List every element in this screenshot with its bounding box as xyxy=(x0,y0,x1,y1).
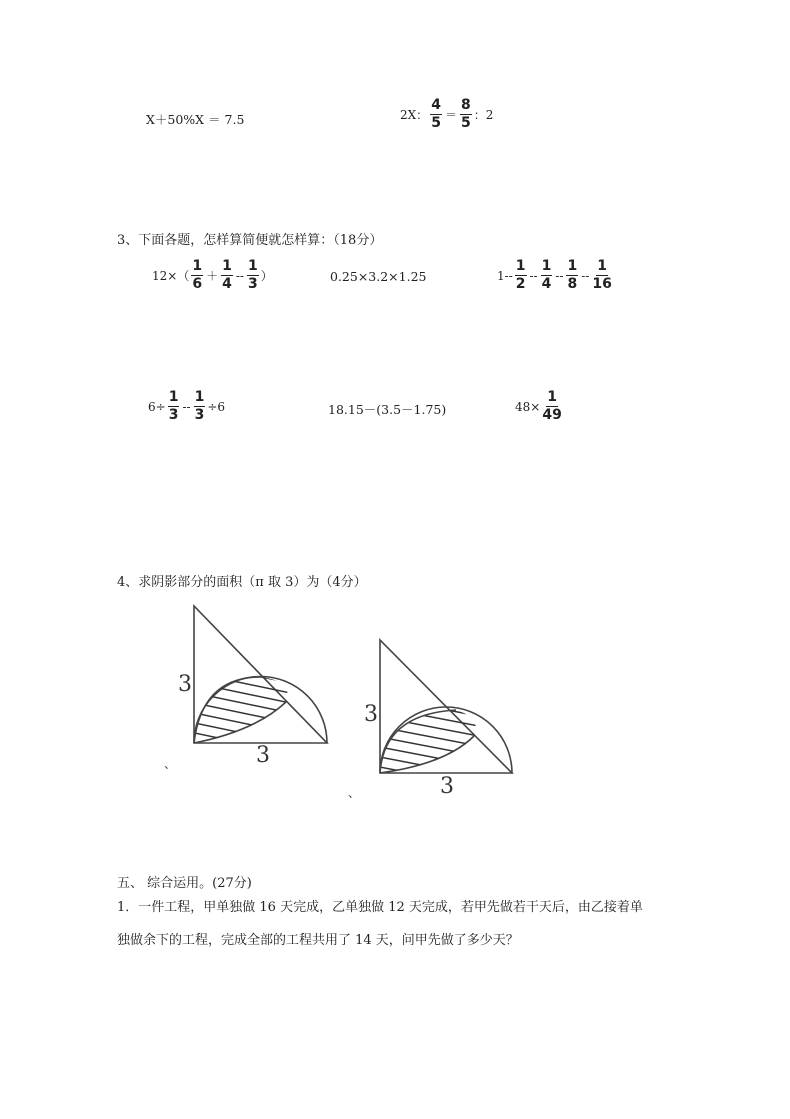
fraction: $\frac{1}{3}$ xyxy=(247,258,258,292)
geometry-figure-2 xyxy=(344,632,534,802)
problem-3: 1-- $\frac{1}{2}$ -- $\frac{1}{4}$ -- $\frac{1}{8}$ -- $\frac{1}{16}$ xyxy=(497,258,612,292)
fraction: $\frac{1}{4}$ xyxy=(541,258,552,292)
base-label: 3 xyxy=(256,743,270,768)
fraction: $\frac{8}{5}$ xyxy=(460,97,471,131)
inner-arc xyxy=(380,736,474,773)
problem-2: 0.25×3.2×1.25 xyxy=(330,269,427,284)
section-4-heading: 4、求阴影部分的面积（π 取 3）为（4分） xyxy=(117,575,367,590)
height-label: 3 xyxy=(364,702,378,727)
shaded-region xyxy=(180,660,300,765)
base-label: 3 xyxy=(440,774,454,799)
fraction: $\frac{4}{5}$ xyxy=(431,97,441,131)
problem-5: 18.15－(3.5－1.75) xyxy=(328,402,447,417)
fraction: $\frac{1}{16}$ xyxy=(592,258,612,292)
equation-2-left: 2X： xyxy=(400,108,429,122)
question-1-line-1: 1．一件工程，甲单独做 16 天完成，乙单独做 12 天完成，若甲先做若干天后，由乙接着单 xyxy=(117,900,643,915)
fraction: $\frac{1}{2}$ xyxy=(515,258,526,292)
problem-1: 12×（ $\frac{1}{6}$ ＋ $\frac{1}{4}$ -- $\frac{1}{3}$ ） xyxy=(152,258,273,292)
problem-4: 6÷ $\frac{1}{3}$ -- $\frac{1}{3}$ ÷6 xyxy=(148,389,226,423)
section-3-heading: 3、下面各题，怎样算简便就怎样算：（18分） xyxy=(117,233,383,248)
stray-mark: 、 xyxy=(348,786,361,800)
question-1-line-2: 独做余下的工程，完成全部的工程共用了 14 天，问甲先做了多少天？ xyxy=(117,933,519,948)
geometry-figure-1 xyxy=(160,598,350,798)
fraction: $\frac{1}{8}$ xyxy=(567,258,578,292)
stray-mark: 、 xyxy=(164,757,177,771)
fraction: $\frac{1}{3}$ xyxy=(168,389,179,423)
height-label: 3 xyxy=(178,672,192,697)
equation-2: 2X： $\frac{4}{5}$ ＝ $\frac{8}{5}$ ：2 xyxy=(400,97,494,131)
problem-6: 48× $\frac{1}{49}$ xyxy=(515,389,562,423)
fraction: $\frac{1}{4}$ xyxy=(222,258,232,292)
fraction: $\frac{1}{6}$ xyxy=(192,258,203,292)
section-5-heading: 五、 综合运用。(27分) xyxy=(117,876,252,891)
right-triangle xyxy=(194,606,327,743)
equation-1: X＋50%X ＝ 7.5 xyxy=(146,112,245,127)
fraction: $\frac{1}{49}$ xyxy=(542,389,562,423)
equation-2-right: ：2 xyxy=(473,108,494,122)
fraction: $\frac{1}{3}$ xyxy=(194,389,205,423)
